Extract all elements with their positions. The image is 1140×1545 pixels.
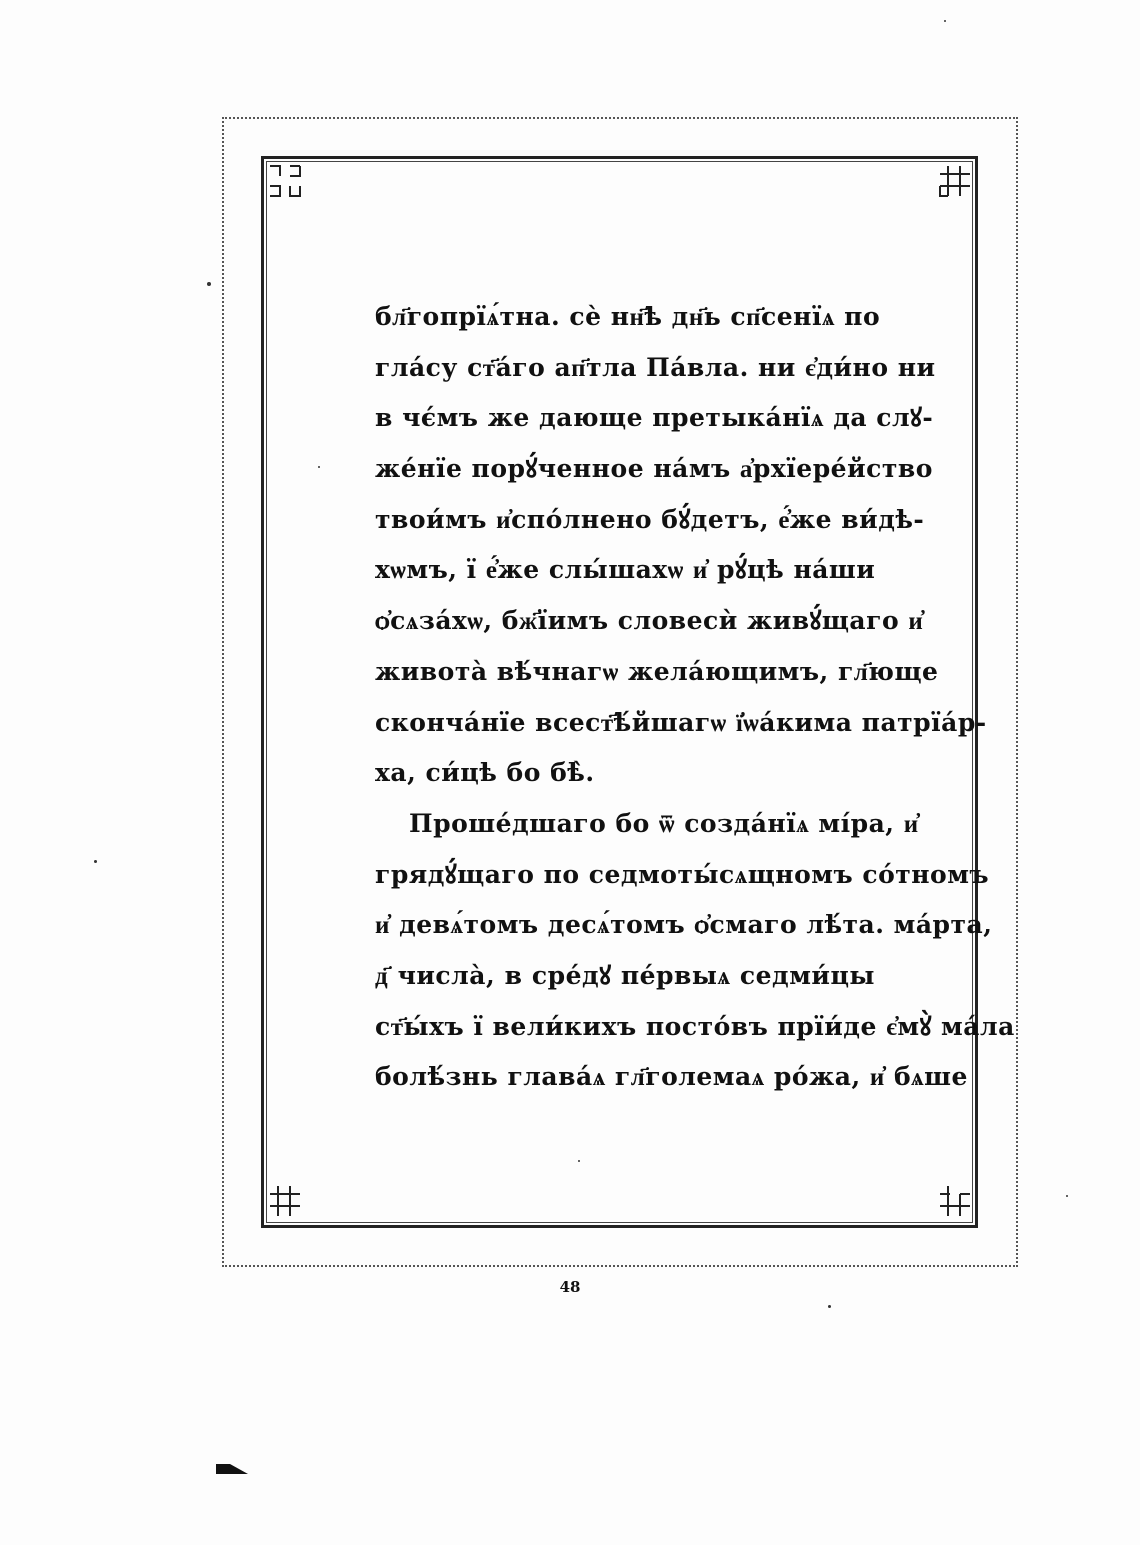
text-line: живота̀ вѣ́чнагѡ жела́ющимъ, гл҃юще — [375, 656, 939, 686]
text-line: д҃ числа̀, в сре́дꙋ пе́рвыѧ седми́цы — [375, 960, 875, 990]
scan-mark-icon — [216, 1462, 248, 1476]
corner-ornament-icon — [936, 162, 974, 200]
paragraph-start-line: Проше́дшаго бо ѿ созда́нїѧ мі́ра, и҆ — [409, 808, 919, 838]
text-line: ха, си́цѣ бо бѣ̀. — [375, 758, 595, 788]
text-line: бл҃гопрїѧ́тна. сѐ нн҃ѣ дн҃ь сп҃сенїѧ по — [375, 302, 881, 331]
corner-ornament-icon — [266, 1182, 304, 1220]
scan-speck — [318, 466, 320, 468]
text-line: в чє́мъ же дающе претыка́нїѧ да слꙋ- — [375, 403, 934, 433]
text-line: хѡмъ, ї е҆́же слы́шахѡ и҆ рꙋ́цѣ на́ши — [375, 555, 876, 585]
scan-speck — [944, 20, 946, 22]
text-line: ѻ҆сѧза́хѡ, бж҃їимъ словесѝ живꙋ́щаго и҆ — [375, 606, 924, 636]
text-line: твои́мъ и҆спо́лнено бꙋ́детъ, е҆́же ви́дѣ- — [375, 504, 925, 534]
page-number: 48 — [559, 1278, 581, 1296]
text-line: грядꙋ́щаго по седмоты́сѧщномъ со́тномъ — [375, 859, 990, 889]
text-line: ст҃ы́хъ ї вели́кихъ посто́въ прїи́де є҆мꙋ̀ ма́ла — [375, 1011, 1015, 1041]
scan-speck — [207, 282, 211, 286]
scan-speck — [578, 1160, 580, 1162]
text-line: и҆ девѧ́томъ десѧ́томъ ѻ҆смаго лѣ́та. ма́рта, — [375, 910, 993, 940]
corner-ornament-icon — [266, 162, 304, 200]
text-line: же́нїе порꙋ́ченное на́мъ а҆рхїере́йство — [375, 454, 933, 484]
scan-speck — [828, 1305, 831, 1308]
text-line: сконча́нїе всест҃ѣ́йшагѡ ї҆ѡа́кима патрїа́р- — [375, 707, 987, 737]
scan-speck — [94, 860, 97, 863]
text-line: гла́су ст҃а́го ап҃тла Па́вла. ни є҆ди́но ни — [375, 352, 936, 382]
body-text — [375, 292, 1015, 1103]
corner-ornament-icon — [936, 1182, 974, 1220]
text-line: болѣ́знь глава́ѧ гл҃големаѧ ро́жа, и҆ бѧше — [375, 1062, 968, 1092]
scan-speck — [1066, 1195, 1068, 1197]
